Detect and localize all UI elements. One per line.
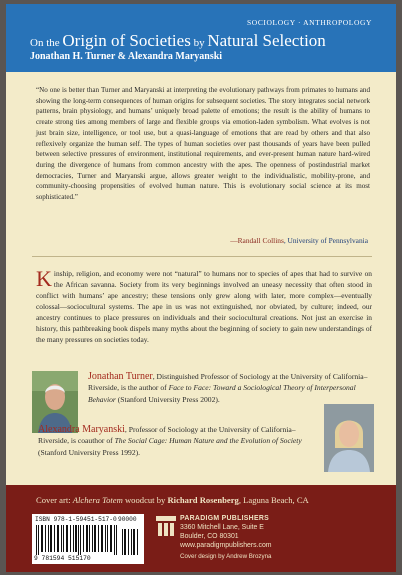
cover-art-credit — [36, 495, 309, 505]
bio-text-maryanski: , Professor of Sociology at the University of California–Riverside, is coauthor of — [38, 425, 296, 446]
book-title — [30, 31, 326, 51]
title-part-4: Natural Selection — [207, 31, 326, 50]
credit-suffix: , Laguna Beach, CA — [238, 495, 309, 505]
book-back-cover — [6, 4, 396, 572]
barcode-digits — [34, 555, 91, 562]
endorser-name: —Randall Collins — [230, 236, 284, 245]
title-part-1: On the — [30, 37, 63, 49]
credit-prefix: Cover art: — [36, 495, 73, 505]
publisher-address-2: Boulder, CO 80301 — [180, 533, 239, 540]
bio-maryanski — [38, 424, 318, 458]
endorsement-attribution — [230, 236, 368, 245]
bio-text-turner: , Distinguished Professor of Sociology at the University of California–Riverside, is the author of — [88, 372, 368, 393]
isbn-barcode — [32, 514, 144, 564]
author-photo-maryanski — [324, 404, 374, 472]
bio-name-turner: Jonathan Turner — [88, 371, 153, 382]
publisher-info — [180, 514, 272, 561]
cover-design-credit: Cover design by Andrew Brozyna — [180, 553, 272, 560]
barcode-bars — [36, 525, 140, 555]
addon-digits: 90000 — [118, 516, 137, 523]
bio-turner — [88, 371, 368, 405]
title-part-2: Origin of Societies — [62, 31, 191, 50]
credit-artist: Richard Rosenberg — [167, 495, 239, 505]
drop-cap: K — [36, 266, 52, 291]
book-description — [36, 268, 372, 345]
publisher-url: www.paradigmpublishers.com — [180, 542, 272, 549]
section-divider — [32, 256, 372, 257]
endorsement-quote: “No one is better than Turner and Maryanski at interpreting the evolutionary pathways from primates to humans and showing the long-term consequences of human origins for subsequent societies. The story integrates social network patterns, brain physiology, and humans’ uniquely broad palette of emotions; the result is the ability of humans to create strong ties among members of large and flexible groups via emotion-laden symbolism. What evolves is not just brain size, intelligence, or tool use, but a quasi-language of emotions that are read by others and that also reflexively organize the human self. The types of human societies over past thousands of years have been pulled between selective pressures of environment, institutional requirements, and ever-present human nature hard-wired during the divergence of humans from common ancestry with the apes. The openness of postindustrial market democracies, Turner and Maryanski argue, allows greater weight to the individualistic, mobility-prone, and community-choosing propensities of evolved human nature. This is evolutionary social science at its most sophisticated.” — [36, 86, 370, 202]
description-text: inship, religion, and economy were not “natural” to humans nor to species of apes that had to survive on the African savanna. Society from its very beginnings involved an uneasy necessity that often stood in conflict with humans’ ape ancestry; these tensions only grew along with later, more complex—eventually colossal—sociocultural systems. The ape in us was not extinguished, nor obviated, by culture; indeed, our ancestry continues to place pressures on individuals and their sociocultural creations. Not just an exercise in history, this pathbreaking book dispels many myths about the beginning of society to gain new understandings of the many pressures on societies today. — [36, 269, 372, 344]
bio-name-maryanski: Alexandra Maryanski — [38, 424, 125, 435]
category-label: SOCIOLOGY · ANTHROPOLOGY — [247, 18, 372, 27]
bio-end-turner: (Stanford University Press 2002). — [115, 394, 220, 404]
bio-end-maryanski: (Stanford University Press 1992). — [38, 447, 141, 457]
credit-work: Alchera Totem — [72, 495, 123, 505]
ean-digits: 9 781594 515170 — [34, 555, 91, 562]
publisher-address-1: 3360 Mitchell Lane, Suite E — [180, 524, 264, 531]
endorser-affiliation: , University of Pennsylvania — [283, 236, 368, 245]
paradigm-logo-icon — [156, 516, 176, 536]
bio-book-turner: Face to Face: Toward a Sociological Theory of Interpersonal Behavior — [88, 383, 356, 404]
title-part-3: by — [190, 37, 208, 49]
bio-book-maryanski: The Social Cage: Human Nature and the Evolution of Society — [114, 436, 302, 446]
book-authors: Jonathan H. Turner & Alexandra Maryanski — [30, 51, 223, 62]
credit-mid: woodcut by — [122, 495, 168, 505]
isbn-number: ISBN 978-1-59451-517-0 — [35, 516, 117, 523]
publisher-name: PARADIGM PUBLISHERS — [180, 515, 270, 522]
